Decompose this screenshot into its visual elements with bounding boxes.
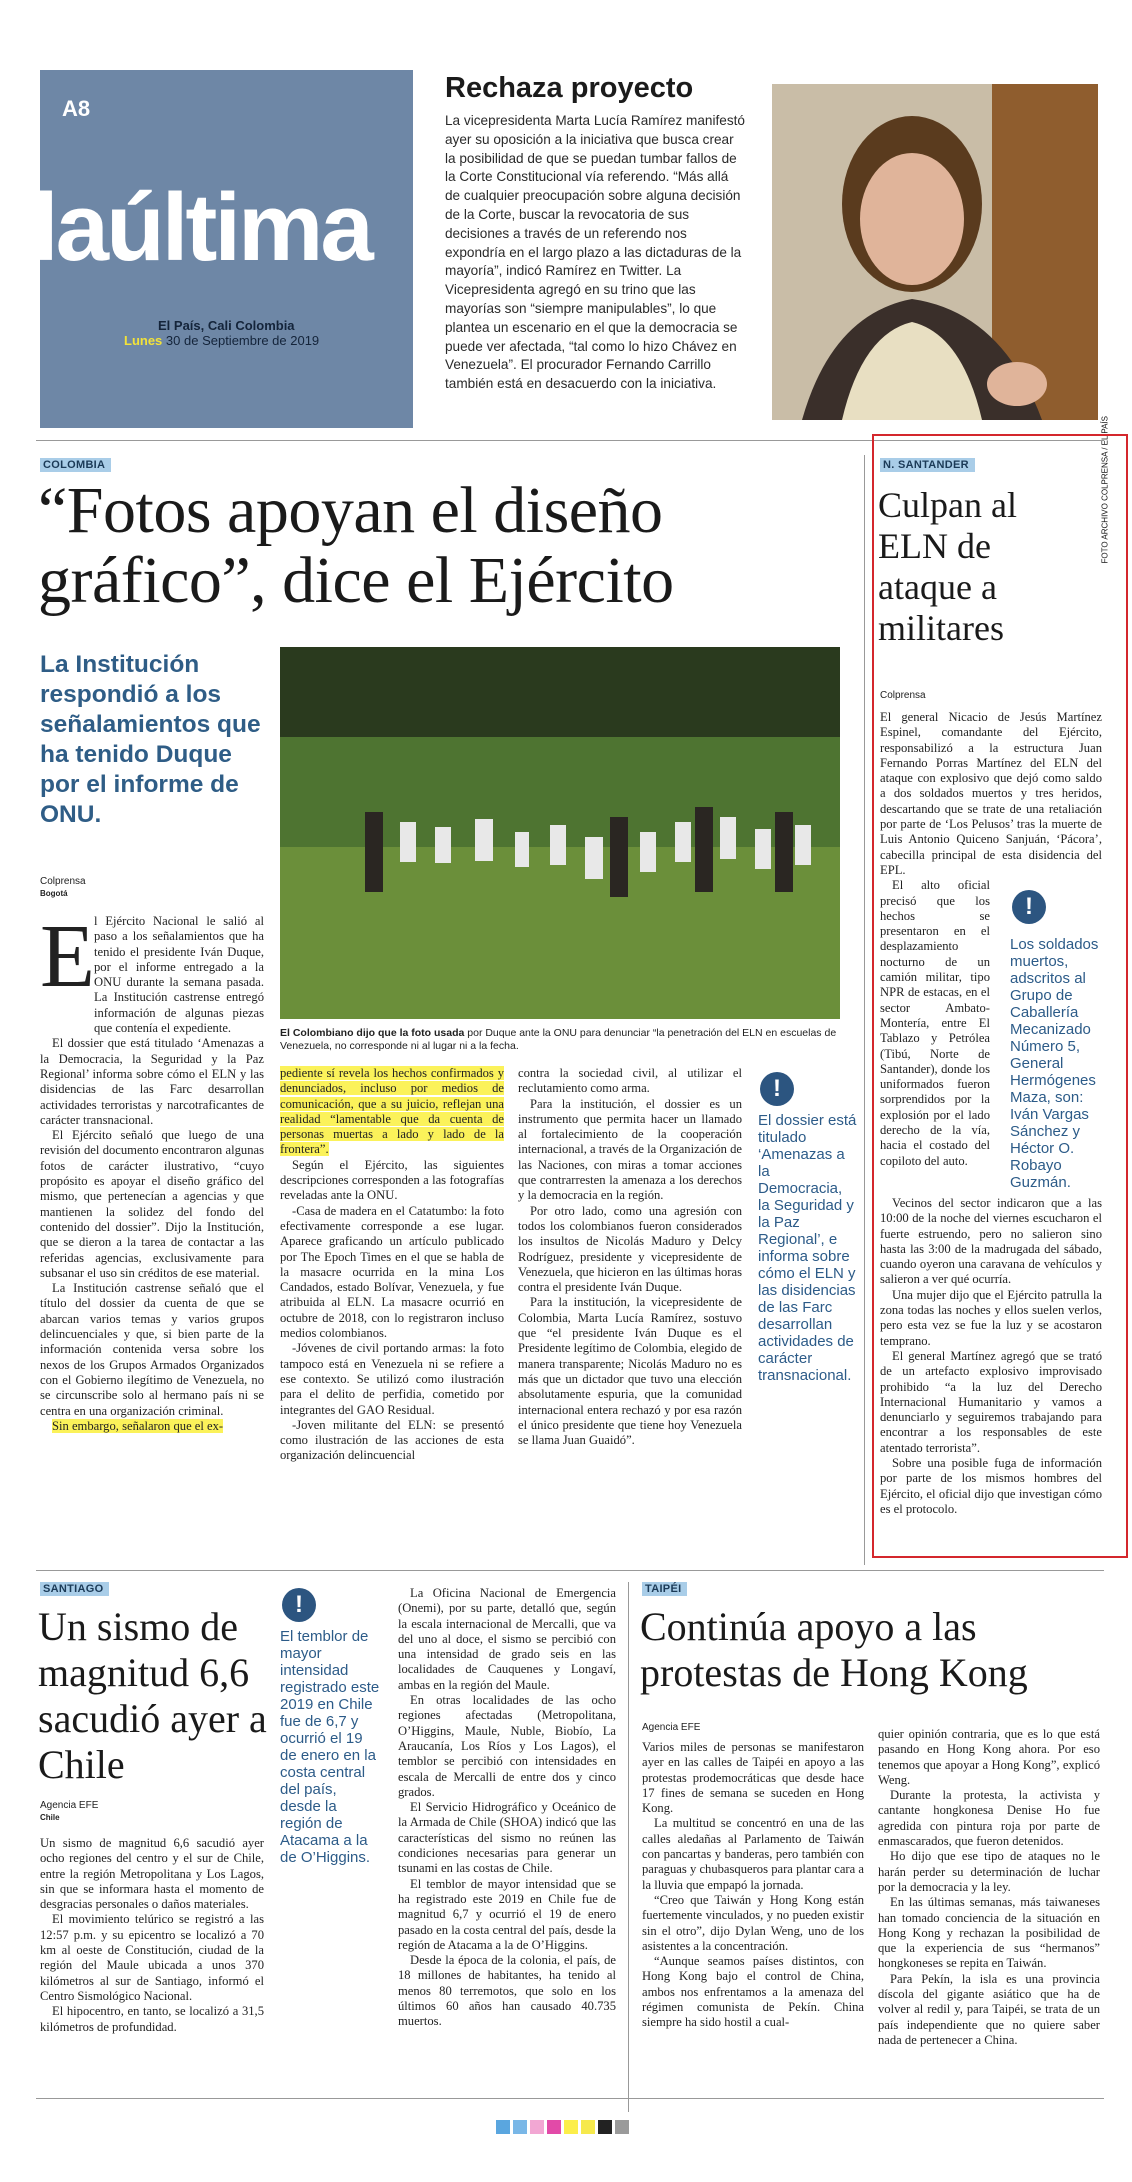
color-swatch-3 [547,2120,561,2134]
color-swatch-2 [530,2120,544,2134]
main-agency: Colprensa [40,876,86,887]
santander-col-lower [880,1196,1102,1517]
section-title: laúltima [32,174,371,281]
main-col1-first: l Ejército Nacional le salió al paso a los señalamientos que ha tenido el presidente Iván Duque, por el informe entregado a la ONU durante la semana pasada. La Institución castrense entregó información de algunas piezas que contenía el expediente. [94,914,264,1036]
chile-c2-p5: Desde la época de la colonia, el país, de 18 millones de habitantes, ha tenido al menos 80 terremotos, que solo en los últimos 60 años han causado 40.735 muertos. [398,1953,616,2029]
hk-c2-p3: Ho dijo que ese tipo de ataques no le harán perder su determinación de luchar por la democracia y la ley. [878,1849,1100,1894]
main-col1 [40,907,264,1434]
main-quote-icon: ! [760,1072,794,1106]
date-line [124,333,319,348]
chile-headline: Un sismo de magnitud 6,6 sacudió ayer a Chile [38,1604,267,1787]
chile-c2-p2: En otras localidades de las ocho regiones afectadas (Metropolitana, O’Higgins, Maule, Nuble, Biobío, La Araucanía, Los Ríos y Los Lagos), el temblor se percibió con intensidades en escala de Mercalli de entre dos y cinco grados. [398,1693,616,1799]
tag-santiago: SANTIAGO [40,1582,109,1596]
main-col2-p4: -Jóvenes de civil portando armas: la foto tampoco está en Venezuela ni se refiere a ese contexto. Se utilizó como ilustración para el delito de perfidia, cometido por integrantes del GAO Residual. [280,1341,504,1417]
santander-divider [864,455,865,1565]
dropcap: E [40,907,95,1006]
main-col3-p1: contra la sociedad civil, al utilizar el reclutamiento como arma. [518,1066,742,1096]
children-playing-illustration [280,647,840,1019]
main-headline-line1: “Fotos apoyan el diseño [38,474,663,547]
hk-c2-p4: En las últimas semanas, más taiwaneses han tomado conciencia de la situación en Hong Kong y rechazan la posibilidad de que la experiencia de sus “hermanos” hongkoneses se repita en Taiwán. [878,1895,1100,1971]
santander-p4: Una mujer dijo que el Ejército patrulla la zona todas las noches y ellos suelen verlos, pero esta vez se fue la luz y se acostaron temprano. [880,1287,1102,1348]
hk-c2-p5: Para Pekín, la isla es una provincia díscola del gigante asiático que ha de volver al redil y, para Taipéi, se trata de un país independiente que no quiere saber nada de pertenecer a China. [878,1971,1100,2047]
hk-agency: Agencia EFE [642,1722,701,1733]
chile-p1: Un sismo de magnitud 6,6 sacudió ayer ocho regiones del centro y el sur de Chile, entre la región Metropolitana y Los Lagos, sin que se informara hasta el momento de desgracias personales o daños materiales. [40,1836,264,1912]
main-col1-p2: El dossier que está titulado ‘Amenazas a la Democracia, la Seguridad y la Paz Regional’ informa sobre cómo el ELN y las disidencias de las Farc desarrollan actividades terroristas y narcotraficantes de carácter transnacional. [40,1036,264,1127]
chile-agency: Agencia EFE [40,1800,99,1811]
hk-col1 [642,1740,864,2031]
main-col1-p3: El Ejército señaló que luego de una revisión del documento encontraron algunas fotos de carácter ilustrativo, “cuyo propósito es apoyar el diseño gráfico del mismo, que pertenecían a agencias y que mantienen la solidez del fondo del contenido del dossier”. Dijo la Institución, que se dieron a la tarea de contactar a las referidas agencias, exclusivamente para subsanar el uso sin créditos de ese material. [40,1128,264,1280]
caption-bold: El Colombiano dijo que la foto usada [280,1027,465,1039]
tag-taipei: TAIPÉI [642,1582,687,1596]
portrait-illustration [772,84,1098,420]
hk-divider [628,1582,629,2112]
chile-quote-icon: ! [282,1588,316,1622]
santander-p5: El general Martínez agregó que se trató de un artefacto explosivo improvisado prohibido “a la luz del Derecho Internacional Humanitario y vamos a denunciarlo y seguiremos trabajando para encontrar a los responsables de este atentado terrorista”. [880,1348,1102,1455]
main-side-quote: El dossier está titulado ‘Amenazas a la Democracia, la Seguridad y la Paz Regional’, e informa sobre cómo el ELN y las disidencias de las Farc desarrollan actividades de carácter transnacional. [758,1112,857,1384]
chile-p3: El hipocentro, en tanto, se localizó a 31,5 kilómetros de profundidad. [40,2004,264,2034]
tag-colombia: COLOMBIA [40,458,111,472]
chile-col1 [40,1836,264,2035]
color-registration-bar [496,2120,629,2134]
santander-quote-icon: ! [1012,890,1046,924]
hk-c2-p1: quier opinión contraria, que es lo que está pasando en Hong Kong ahora. Por eso tenemos que apoyar a Hong Kong”, explicó Weng. [878,1727,1100,1787]
main-col2-p5: -Joven militante del ELN: se presentó como ilustración de las acciones de esta organización delincuencial [280,1417,504,1463]
santander-p3: Vecinos del sector indicaron que a las 10:00 de la noche del viernes escucharon el fuerte estruendo, pero no salieron sino hasta las 3:00 de la madrugada del sábado, cuando oyeron una caravana de vehículos y salieron a ver qué ocurría. [880,1196,1102,1287]
main-headline [38,476,674,616]
main-headline-line2: gráfico”, dice el Ejército [38,544,674,617]
main-photo-credit: FOTO ESPECIAL PARA EL PAÍS [843,857,852,971]
date: 30 de Septiembre de 2019 [165,333,320,348]
chile-p2: El movimiento telúrico se registró a las 12:57 p.m. y su epicentro se localizó a 70 km al oeste de Constitución, ciudad de la región del Maule ubicada a unos 370 kilómetros al sur de Santiago, informó el Centro Sismológico Nacional. [40,1912,264,2003]
main-col3-p4: Para la institución, la vicepresidente de Colombia, Marta Lucía Ramírez, sostuvo que “el presidente Iván Duque es el Presidente legítimo de Colombia, elegido de manera transparente; Nicolás Maduro no es más que un dictador que tuvo una elección absolutamente espuria, que la comunidad internacional entera rechazó y por esa razón el único presidente que tiene hoy Venezuela se llama Juan Guaidó”. [518,1295,742,1448]
bottom-divider [36,1570,1104,1571]
top-body: La vicepresidenta Marta Lucía Ramírez manifestó ayer su oposición a la iniciativa que busca crear la posibilidad de que se puedan tumbar fallos de la Corte Constitucional vía referendo. “Más allá de cualquier preocupación sobre alguna decisión de la Corte, buscar la revocatoria de sus decisiones a través de un referendo nos expondría en el largo plazo a las dictaduras de la mayoría”, indicó Ramírez en Twitter. La Vicepresidenta agregó en su trino que las mayorías son “siempre manipulables”, lo que plantea un escenario en el que la democracia se puede ver afectada, “tal como lo hizo Chávez en Venezuela”. El procurador Fernando Carrillo también está en desacuerdo con la iniciativa. [445,113,745,392]
main-col2 [280,1066,504,1464]
color-swatch-1 [513,2120,527,2134]
main-col2-p3: -Casa de madera en el Catatumbo: la foto efectivamente corresponde a ese lugar. Aparece graficando un artículo publicado por The Epoch Times en el que se habla de la masacre ocurrida en la mina Los Candados, estado Bolívar, Venezuela, y fue atribuida al ELN. La masacre ocurrió en octubre de 2018, con lo registraron incluso medios colombianos. [280,1203,504,1341]
main-city: Bogotá [40,889,68,898]
santander-p6: Sobre una posible fuga de información por parte de los mismos hombres del Ejército, el oficial dijo que investigan cómo es el protocolo. [880,1456,1102,1516]
santander-p1: El general Nicacio de Jesús Martínez Espinel, comandante del Ejército, responsabilizó a la estructura Juan Fernando Porras Martínez del ELN del ataque con explosivo que dejó como saldo a dos soldados muertos y tres heridos, descartando que se trate de una retaliación por parte de ‘Los Pelusos’ tras la muerte de Luis Antonio Quiceno Sanjuán, ‘Pácora’, cabecilla principal de esta disidencia del EPL. [880,710,1102,877]
chile-c2-p3: El Servicio Hidrográfico y Oceánico de la Armada de Chile (SHOA) indicó que las características del sismo no reúnen las condiciones necesarias para generar un tsunami en las costas de Chile. [398,1800,616,1876]
color-swatch-7 [615,2120,629,2134]
hk-c1-p4: “Aunque seamos países distintos, con Hong Kong bajo el control de China, ambos nos enfrentamos a la amenaza del régimen comunista de Pekín. China siempre ha sido hostil a cual- [642,1954,864,2030]
top-headline: Rechaza proyecto [445,72,694,104]
santander-side-quote: Los soldados muertos, adscritos al Grupo de Caballería Mecanizado Número 5, General Hermógenes Maza, son: Iván Vargas Sánchez y Héctor O. Robayo Guzmán. [1010,936,1099,1191]
chile-c2-p1: La Oficina Nacional de Emergencia (Onemi), por su parte, detalló que, según la escala internacional de Mercalli, que va del uno al doce, el sismo se percibió con una intensidad de grado seis en las localidades de Cauquenes y Longaví, ambas en la región del Maule. [398,1586,616,1692]
main-byline [40,876,86,900]
hk-c1-p3: “Creo que Taiwán y Hong Kong están fuertemente vinculados, y no pueden existir sin el otro”, dijo Dylan Weng, uno de los asistentes a la concentración. [642,1892,864,1953]
chile-c2-p4: El temblor de mayor intensidad que se ha registrado este 2019 en Chile fue de magnitud 6,7 y ocurrió el 19 de enero pasado en la costa central del país, desde la región de Atacama a la de O’Higgins. [398,1876,616,1952]
hk-headline: Continúa apoyo a las protestas de Hong Kong [640,1604,1028,1695]
santander-headline: Culpan al ELN de ataque a militares [878,485,1017,648]
hk-col2 [878,1727,1100,2048]
hk-c2-p2: Durante la protesta, la activista y cantante hongkonesa Denise Ho fue agredida con pintura roja por parte de enmascarados, que fueron detenidos. [878,1788,1100,1849]
main-col3-p3: Por otro lado, como una agresión con todos los colombianos fueron considerados los insultos de Nicolás Maduro y Delcy Rodríguez, presidente y vicepresidente de Venezuela, que hicieron en las últimas horas contra el presidente Iván Duque. [518,1203,742,1295]
main-col3-p2: Para la institución, el dossier es un instrumento que permita hacer un llamado al fortalecimiento de la cooperación internacional, a través de la Organización de las Naciones, con miras a tomar acciones que contrarresten la amenaza a los derechos y la democracia en la región. [518,1096,742,1203]
color-swatch-0 [496,2120,510,2134]
footer-divider [36,2098,1104,2099]
chile-byline [40,1800,98,1824]
color-swatch-5 [581,2120,595,2134]
main-subhead: La Institución respondió a los señalamientos que ha tenido Duque por el informe de ONU. [40,651,261,828]
color-swatch-4 [564,2120,578,2134]
main-photo [280,647,852,1019]
chile-city: Chile [40,1813,60,1822]
col1-highlight: Sin embargo, señalaron que el ex- [52,1418,224,1433]
santander-p2: El alto oficial precisó que los hechos se presentaron en el desplazamiento nocturno de un camión militar, tipo NPR de estacas, en el sector Ambato-Montería, entre El Tablazo y Petrólea (Tibú, Norte de Santander), donde los uniformados fueron sorprendidos por la explosión por el lado derecho de la vía, hacia el costado del copiloto del auto. [880,878,990,1168]
page-number: A8 [62,96,91,121]
color-swatch-6 [598,2120,612,2134]
santander-agency: Colprensa [880,690,926,701]
hk-c1-p2: La multitud se concentró en una de las calles aledañas al Parlamento de Taiwán con pancartas y banderas, pero también con paraguas y chubasqueros para plantar cara a la lluvia que empapó la jornada. [642,1816,864,1892]
main-col1-p4: La Institución castrense señaló que el título del dossier da cuenta de que se abarcan varios temas y varios grupos delincuenciales y que, si bien parte de la información contenida versa sobre los nexos de los Grupos Armados Organizados con el Gobierno ilegítimo de Venezuela, no se circunscribe solo al hermano país ni se centra en una organización criminal. [40,1281,264,1418]
chile-side-quote: El temblor de mayor intensidad registrado este 2019 en Chile fue de 6,7 y ocurrió el 19 de enero en la costa central del país, desde la región de Atacama a la de O’Higgins. [280,1628,380,1866]
tag-santander: N. SANTANDER [880,458,975,472]
caption-rest: por Duque ante la ONU para denunciar “la penetración del ELN en escuelas de Venezuela, no corresponde ni al lugar ni a la fecha. [280,1027,837,1052]
main-col1-hl [40,1419,264,1434]
main-caption [280,1027,840,1052]
hk-c1-p1: Varios miles de personas se manifestaron ayer en las calles de Taipéi en apoyo a las protestas prodemocráticas que desde hace 17 fines de semana se suceden en Hong Kong. [642,1740,864,1816]
masthead-panel [32,70,413,428]
day: Lunes [124,333,163,348]
publisher: El País, Cali Colombia [158,318,295,333]
col2-highlight: pediente sí revela los hechos confirmados y denunciados, incluso por medios de comunicación, que a su juicio, reflejan una realidad “lamentable que da cuenta de personas muertas a lado y lado de la frontera”. [280,1066,504,1157]
publisher-line [158,318,295,333]
main-col3 [518,1066,742,1448]
top-photo-credit: FOTO ARCHIVO COLPRENSA / EL PAÍS [1100,416,1109,564]
chile-col2 [398,1586,616,2030]
main-col2-hl [280,1066,504,1158]
main-col2-p2: Según el Ejército, las siguientes descripciones corresponden a las fotografías reveladas ante la ONU. [280,1157,504,1203]
